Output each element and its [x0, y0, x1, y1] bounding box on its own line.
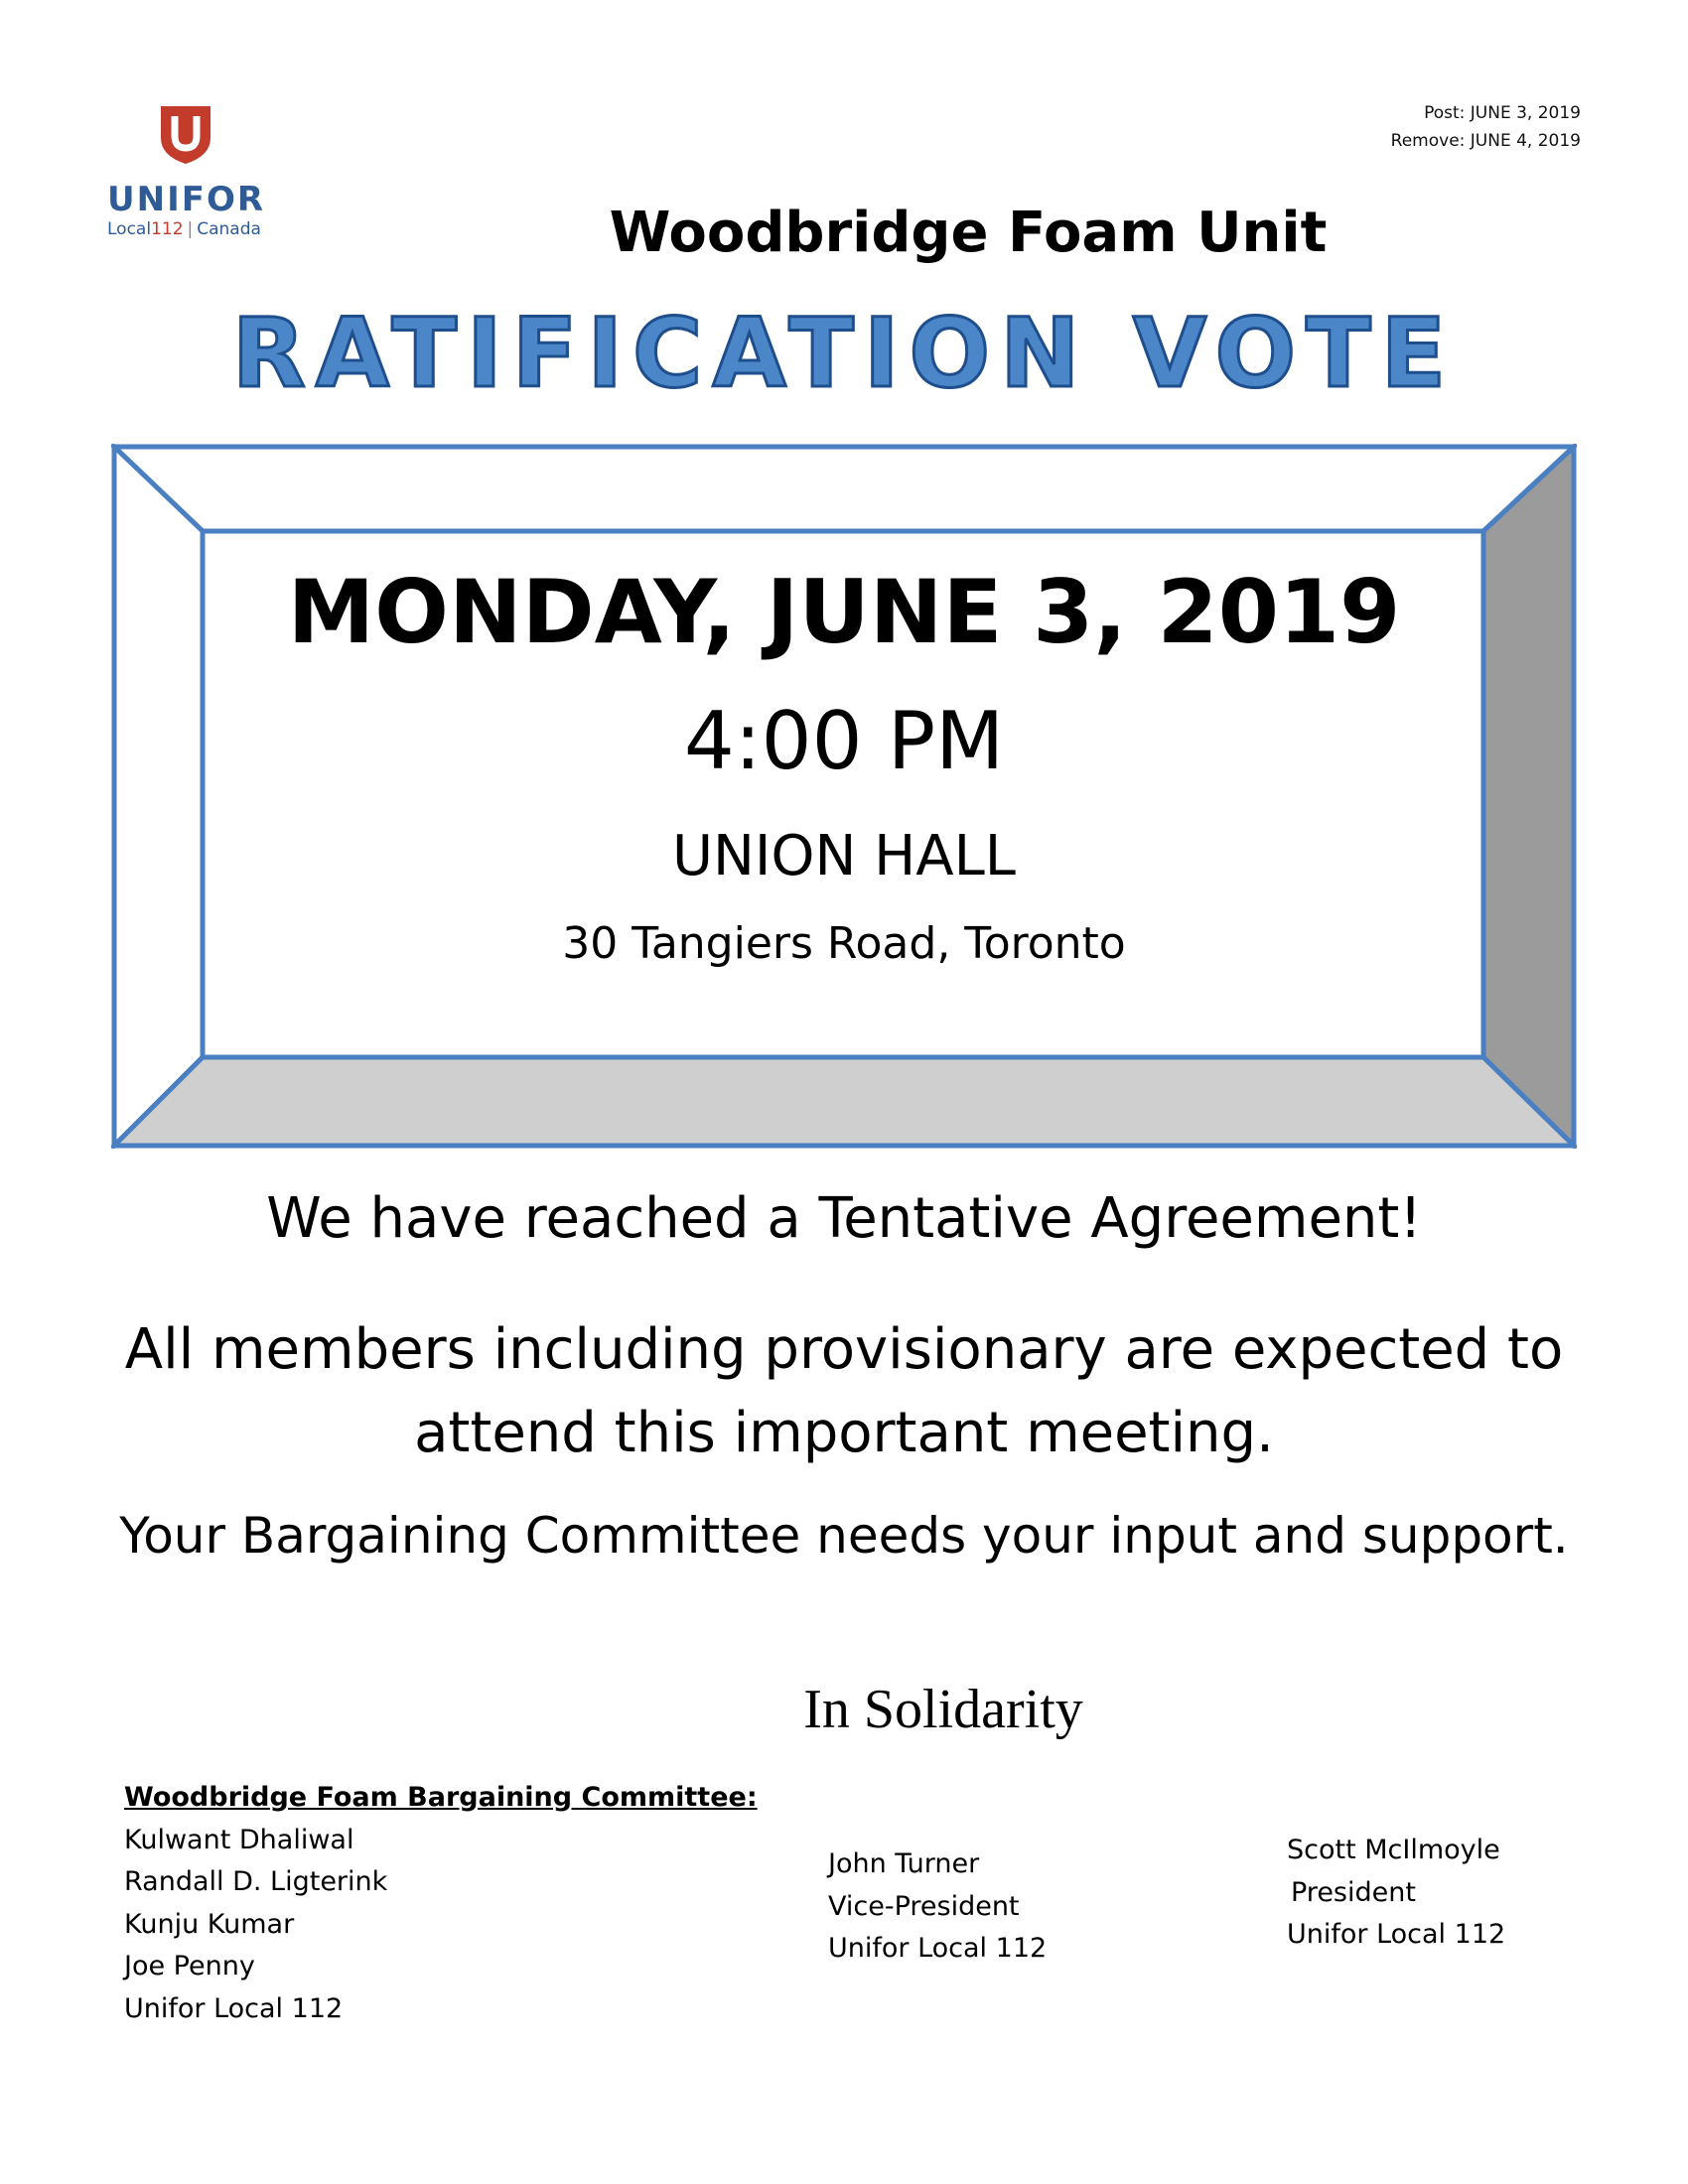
- bevel-frame: [111, 444, 1577, 1149]
- logo-divider: |: [187, 219, 194, 239]
- post-date: Post: JUNE 3, 2019: [1424, 103, 1581, 123]
- committee-member: Kulwant Dhaliwal: [124, 1824, 354, 1855]
- logo-country: Canada: [197, 219, 261, 239]
- vice-president-signature: [828, 1843, 1047, 1971]
- vp-title: Vice-President: [828, 1890, 1020, 1922]
- event-place: UNION HALL: [672, 824, 1016, 888]
- president-name: Scott McIlmoyle: [1287, 1835, 1500, 1865]
- unifor-shield-icon: [159, 104, 212, 166]
- attendance-line-1: All members including provisionary are expected to: [124, 1317, 1564, 1382]
- remove-date: Remove: JUNE 4, 2019: [1390, 131, 1581, 151]
- unit-title: Woodbridge Foam Unit: [609, 201, 1328, 265]
- logo-local-number: 112: [151, 219, 184, 239]
- committee-org: Unifor Local 112: [124, 1992, 344, 2024]
- posting-dates: [1391, 99, 1581, 155]
- event-time: 4:00 PM: [683, 695, 1005, 787]
- headline: RATIFICATION VOTE: [231, 298, 1457, 409]
- committee-member: Randall D. Ligterink: [124, 1866, 388, 1897]
- event-address: 30 Tangiers Road, Toronto: [562, 918, 1126, 969]
- vp-org: Unifor Local 112: [828, 1933, 1048, 1964]
- vp-name: John Turner: [828, 1848, 980, 1879]
- bevel-top: [114, 447, 1574, 531]
- agreement-announcement: We have reached a Tentative Agreement!: [266, 1186, 1422, 1251]
- event-date: MONDAY, JUNE 3, 2019: [287, 561, 1401, 663]
- attendance-line-2: attend this important meeting.: [414, 1401, 1274, 1465]
- president-signature: [1287, 1830, 1505, 1957]
- committee-member: Joe Penny: [124, 1951, 255, 1981]
- logo-local: Local: [107, 219, 152, 239]
- president-org: Unifor Local 112: [1287, 1919, 1506, 1950]
- bevel-right: [1483, 447, 1574, 1146]
- committee-heading: Woodbridge Foam Bargaining Committee:: [124, 1782, 758, 1813]
- committee-member: Kunju Kumar: [124, 1908, 295, 1940]
- logo-brand: UNIFOR: [107, 180, 266, 219]
- attendance-notice: [99, 1308, 1589, 1475]
- closing: In Solidarity: [803, 1679, 1083, 1740]
- committee-signature: [124, 1777, 758, 2030]
- bevel-bottom: [114, 1057, 1574, 1146]
- support-request: Your Bargaining Committee needs your input and support.: [119, 1507, 1569, 1565]
- president-title: President: [1291, 1876, 1416, 1908]
- bevel-left: [114, 447, 203, 1146]
